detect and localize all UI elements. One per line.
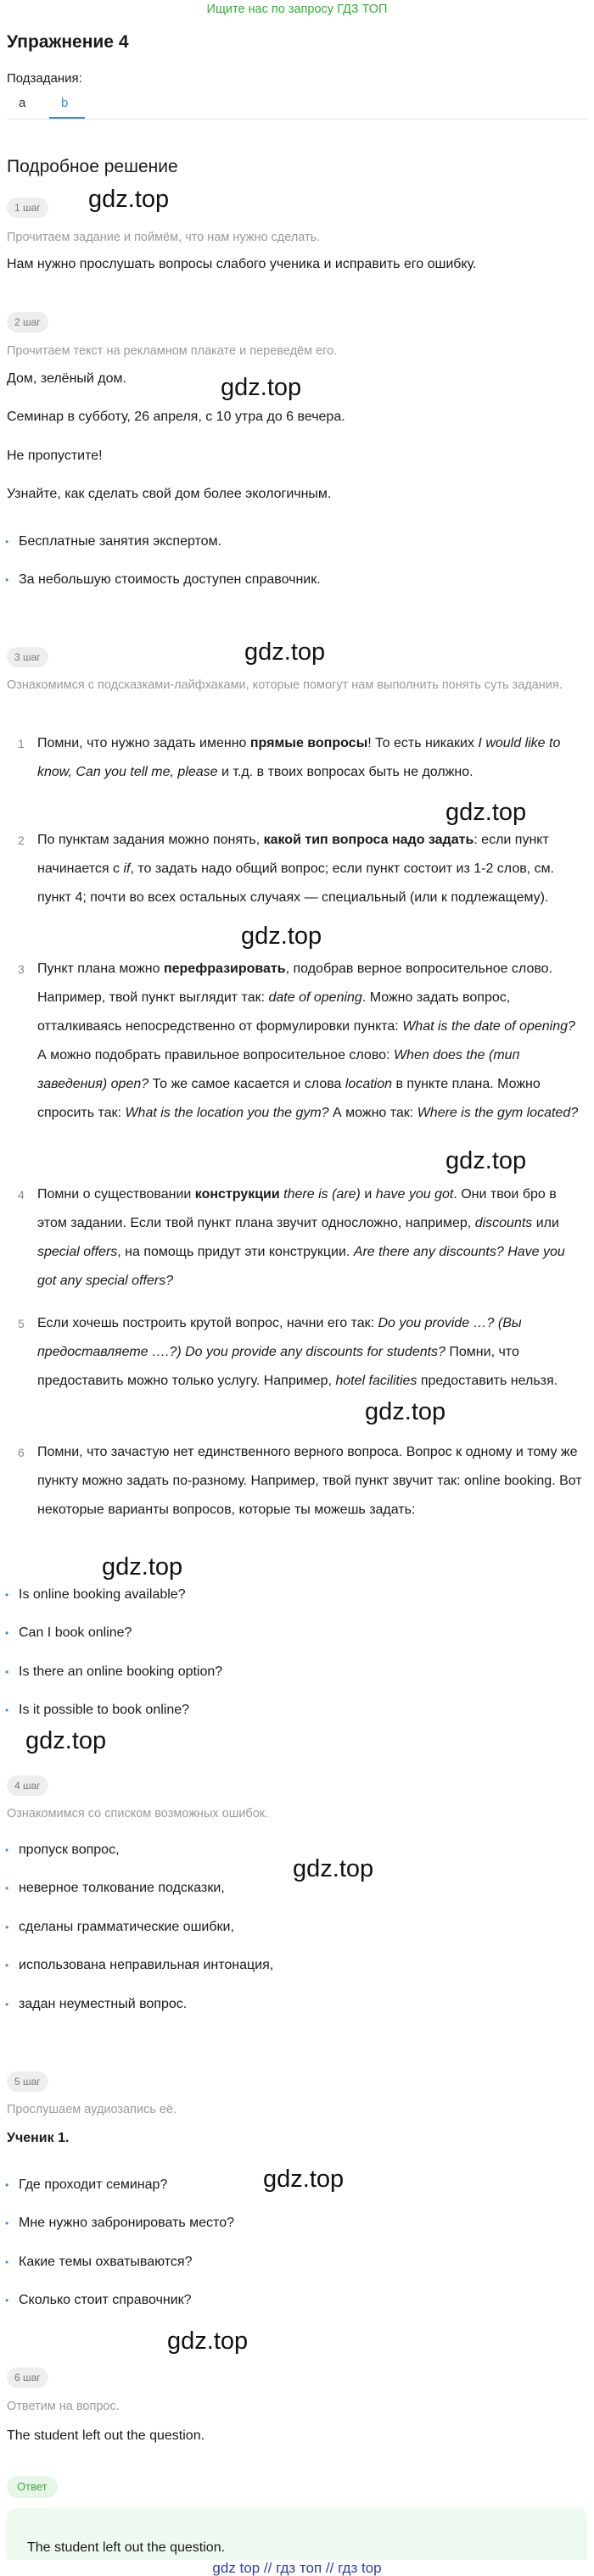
watermark: gdz.top <box>446 799 527 826</box>
step-4-bullet: • сделаны грамматические ошибки, <box>19 1918 234 1937</box>
tip-3: 3 Пункт плана можно перефразировать, подобрав верное вопросительное слово. Например, твой пункт выглядит так: date of opening. Можно задать вопрос, отталкиваясь непосредственно от формулировки пункта: What is the date of opening? А можно подобрать правильное вопросительное слово: When does the (тип заведения) open? То же самое касается и слова location в пункте плана. Можно спросить так: What is the location you the gym? А можно так: Where is the gym located? <box>7 955 587 1128</box>
tip-number: 6 <box>18 1446 25 1459</box>
step-3-bullet: • Is there an online booking option? <box>19 1663 222 1681</box>
tip-2: 2 По пунктам задания можно понять, какой тип вопроса надо задать: если пункт начинается с if, то задать надо общий вопрос; если пункт состоит из 1-2 слов, см. пункт 4; почти во всех остальных случаях — специальный (или к подлежащему). <box>7 826 587 912</box>
watermark: gdz.top <box>446 1147 527 1174</box>
step-5-heading: Ученик 1. <box>7 2131 70 2145</box>
step-2-hint: Прочитаем текст на рекламном плакате и переведём его. <box>7 344 338 358</box>
section-title: Подробное решение <box>7 157 178 176</box>
step-2-line: Не пропустите! <box>7 449 103 463</box>
step-6-text: The student left out the question. <box>7 2428 205 2443</box>
tip-number: 4 <box>18 1188 25 1202</box>
step-4-bullet: • неверное толкование подсказки, <box>19 1879 225 1898</box>
top-banner[interactable]: Ищите нас по запросу ГДЗ ТОП <box>206 3 388 16</box>
step-5-bullet: • Какие темы охватываются? <box>19 2253 192 2272</box>
page-title: Упражнение 4 <box>7 32 129 52</box>
tip-1: 1 Помни, что нужно задать именно прямые вопросы! То есть никаких I would like to know, Can you tell me, please и т.д. в твоих вопросах быть не должно. <box>7 729 587 787</box>
tip-4: 4 Помни о существовании конструкции there is (are) и have you got. Они твои бро в этом задании. Если твой пункт плана звучит односложно, например, discounts или special offers, на помощь придут эти конструкции. Are there any discounts? Have you got any special offers? <box>7 1180 587 1296</box>
footer-links[interactable]: gdz top // гдз топ // гдз top <box>0 2560 594 2576</box>
watermark: gdz.top <box>167 2328 249 2355</box>
step-6-chip: 6 шаг <box>7 2367 48 2388</box>
watermark: gdz.top <box>244 638 326 666</box>
answer-text: The student left out the question. <box>27 2540 226 2555</box>
step-2-line: Семинар в субботу, 26 апреля, с 10 утра до 6 вечера. <box>7 410 345 424</box>
step-6-hint: Ответим на вопрос. <box>7 2400 120 2413</box>
tip-6: 6 Помни, что зачастую нет единственного верного вопроса. Вопрос к одному и тому же пункту можно задать по-разному. Например, твой пункт звучит так: online booking. Вот некоторые варианты вопросов, которые ты можешь задать: <box>7 1438 587 1525</box>
tip-number: 3 <box>18 962 25 976</box>
tip-number: 2 <box>18 834 25 847</box>
step-3-bullet: • Is online booking available? <box>19 1586 186 1604</box>
subtasks-label: Подзадания: <box>7 71 82 86</box>
watermark: gdz.top <box>241 923 322 950</box>
step-1-text: Нам нужно прослушать вопросы слабого ученика и исправить его ошибку. <box>7 257 477 271</box>
tip-number: 1 <box>18 737 25 750</box>
step-4-bullet: • задан неуместный вопрос. <box>19 1995 187 2014</box>
tab-a[interactable]: a <box>19 96 26 110</box>
watermark: gdz.top <box>25 1727 107 1754</box>
step-4-hint: Ознакомимся со списком возможных ошибок. <box>7 1807 269 1820</box>
watermark: gdz.top <box>221 374 302 401</box>
step-4-bullet: • пропуск вопрос, <box>19 1841 120 1860</box>
watermark: gdz.top <box>263 2166 345 2193</box>
step-2-chip: 2 шаг <box>7 312 48 332</box>
step-1-chip: 1 шаг <box>7 198 48 218</box>
step-4-bullet: • использована неправильная интонация, <box>19 1956 273 1975</box>
step-1-hint: Прочитаем задание и поймём, что нам нужно сделать. <box>7 231 321 244</box>
answer-chip: Ответ <box>7 2476 58 2498</box>
step-3-bullet: • Can I book online? <box>19 1624 132 1642</box>
watermark: gdz.top <box>365 1398 446 1425</box>
step-5-bullet: • Мне нужно забронировать место? <box>19 2214 234 2233</box>
watermark: gdz.top <box>88 186 170 213</box>
step-2-bullet: • За небольшую стоимость доступен справочник. <box>19 571 321 589</box>
step-5-hint: Прослушаем аудиозапись её. <box>7 2103 177 2116</box>
step-2-line: Дом, зелёный дом. <box>7 371 126 386</box>
tip-number: 5 <box>18 1317 25 1330</box>
step-3-chip: 3 шаг <box>7 647 48 667</box>
active-tab-indicator <box>49 117 85 119</box>
step-2-line: Узнайте, как сделать свой дом более экологичным. <box>7 487 332 501</box>
step-5-bullet: • Сколько стоит справочник? <box>19 2291 192 2310</box>
step-2-bullet: • Бесплатные занятия экспертом. <box>19 532 221 551</box>
tabs-divider <box>7 119 587 120</box>
tip-5: 5 Если хочешь построить крутой вопрос, начни его так: Do you provide …? (Вы предоставляете ….?) Do you provide any discounts for students? Помни, что предоставить можно только услугу. Например, hotel facilities предоставить нельзя. <box>7 1309 587 1396</box>
step-3-bullet: • Is it possible to book online? <box>19 1701 189 1720</box>
step-3-hint: Ознакомимся с подсказками-лайфхаками, которые помогут нам выполнить понять суть задания. <box>7 678 563 692</box>
watermark: gdz.top <box>102 1553 183 1581</box>
step-5-bullet: • Где проходит семинар? <box>19 2176 167 2194</box>
tab-b[interactable]: b <box>61 96 69 110</box>
step-4-chip: 4 шаг <box>7 1776 48 1796</box>
step-5-chip: 5 шаг <box>7 2071 48 2092</box>
watermark: gdz.top <box>293 1855 374 1882</box>
